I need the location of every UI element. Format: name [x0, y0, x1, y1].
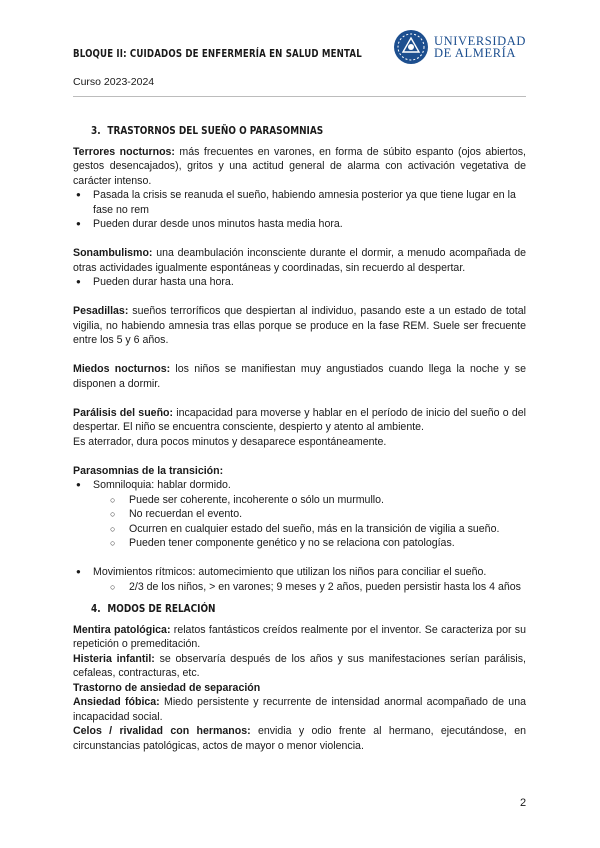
list-item: [73, 565, 526, 594]
document-title: BLOQUE II: CUIDADOS DE ENFERMERÍA EN SALUD MENTAL: [73, 48, 362, 60]
section-3-heading: [91, 124, 461, 139]
mentira-paragraph: [73, 623, 526, 652]
item-text: Movimientos rítmicos: automecimiento que utilizan los niños para conciliar el sueño.: [93, 566, 487, 578]
section-number: 4.: [91, 603, 101, 615]
definition: más frecuentes en varones, en forma de súbito espanto (ojos abiertos, gestos desencajados), gritos y una actitud general de alarma con activación vegetativa de carácter intenso.: [73, 145, 526, 187]
page-header: [73, 34, 526, 88]
definition: Miedo persistente y recurrente de intensidad anormal acompañado de una incapacidad social.: [73, 696, 526, 723]
sub-list: [93, 580, 526, 595]
sub-list-item: ○ 2/3 de los niños, > en varones; 9 meses y 2 años, pueden persistir hasta los 4 años: [93, 580, 526, 595]
term: Mentira patológica:: [73, 623, 171, 636]
transicion-heading: [73, 464, 526, 479]
term: Terrores nocturnos:: [73, 145, 175, 158]
university-seal-icon: [392, 28, 430, 66]
section-title: TRASTORNOS DEL SUEÑO O PARASOMNIAS: [107, 125, 324, 137]
main-content: [73, 124, 526, 753]
ritmicos-list: [73, 565, 526, 594]
paralisis-extra: Es aterrador, dura pocos minutos y desaparece espontáneamente.: [73, 435, 387, 448]
celos-paragraph: [73, 724, 526, 753]
logo-line-2: DE ALMERÍA: [433, 46, 517, 60]
sub-list-item: ○ No recuerdan el evento.: [93, 507, 526, 522]
definition: relatos fantásticos creídos realmente por el inventor. Se caracteriza por su repetición o premeditación.: [73, 623, 526, 650]
ansiedad-fobica-paragraph: [73, 695, 526, 724]
list-item: ● Pueden durar hasta una hora.: [73, 275, 526, 290]
terrores-list: [73, 188, 526, 232]
term: Miedos nocturnos:: [73, 363, 171, 375]
section-4-heading: [91, 602, 461, 617]
ansiedad-separacion-heading: [73, 681, 526, 696]
logo-line-1: UNIVERSIDAD: [433, 34, 526, 48]
sub-list-item: ○ Pueden tener componente genético y no se relaciona con patologías.: [93, 536, 526, 551]
definition: los niños se manifiestan muy angustiados cuando llega la noche y se disponen a dormir.: [73, 363, 526, 390]
term: Histeria infantil:: [73, 652, 155, 665]
page-number: 2: [520, 797, 527, 809]
definition: se observaría después de los años y sus manifestaciones serían parálisis, cefaleas, contracturas, etc.: [73, 652, 526, 679]
item-text: Somniloquia: hablar dormido.: [93, 479, 231, 491]
sonambulismo-list: [73, 275, 526, 290]
term: Parálisis del sueño:: [73, 406, 174, 419]
term: Celos / rivalidad con hermanos:: [73, 725, 251, 737]
header-divider: [73, 96, 526, 97]
miedos-paragraph: [73, 362, 526, 391]
list-item: [73, 478, 526, 551]
list-item: ● Pueden durar desde unos minutos hasta media hora.: [73, 217, 526, 232]
term: Pesadillas:: [73, 305, 129, 317]
definition: envidia y odio frente al hermano, ejecutándose, en circunstancias patológicas, actos de mayor o menor violencia.: [73, 725, 526, 752]
somniloquia-list: [73, 478, 526, 551]
section-number: 3.: [91, 125, 101, 137]
university-logo: [392, 28, 526, 66]
sonambulismo-paragraph: [73, 246, 526, 275]
histeria-paragraph: [73, 652, 526, 681]
definition: incapacidad para moverse y hablar en el período de inicio del sueño o del despertar. El niño se encuentra consciente, despierto y atento al ambiente.: [73, 406, 526, 433]
term: Parasomnias de la transición:: [73, 464, 224, 477]
term: Sonambulismo:: [73, 247, 153, 259]
paralisis-paragraph: [73, 406, 526, 435]
terrores-paragraph: [73, 145, 526, 189]
pesadillas-paragraph: [73, 304, 526, 348]
sub-list: [93, 493, 526, 551]
course-label: Curso 2023-2024: [73, 76, 155, 88]
list-item: ● Pasada la crisis se reanuda el sueño, habiendo amnesia posterior ya que tiene lugar en la fase no rem: [73, 188, 526, 217]
term: Ansiedad fóbica:: [73, 696, 160, 708]
sub-list-item: ○ Puede ser coherente, incoherente o sólo un murmullo.: [93, 493, 526, 508]
definition: sueños terroríficos que despiertan al individuo, pasando este a un estado de total vigilia, no habiendo amnesia tras ellas porque se produce en la fase REM. Suele ser frecuente entre los 5 y 6 años.: [73, 305, 526, 346]
section-title: MODOS DE RELACIÓN: [107, 603, 216, 615]
term: Trastorno de ansiedad de separación: [73, 681, 261, 694]
sub-list-item: ○ Ocurren en cualquier estado del sueño, más en la transición de vigilia a sueño.: [93, 522, 526, 537]
definition: una deambulación inconsciente durante el dormir, a menudo acompañada de otras actividades igualmente espontáneas y coordinadas, sin recuerdo al despertar.: [73, 247, 526, 274]
